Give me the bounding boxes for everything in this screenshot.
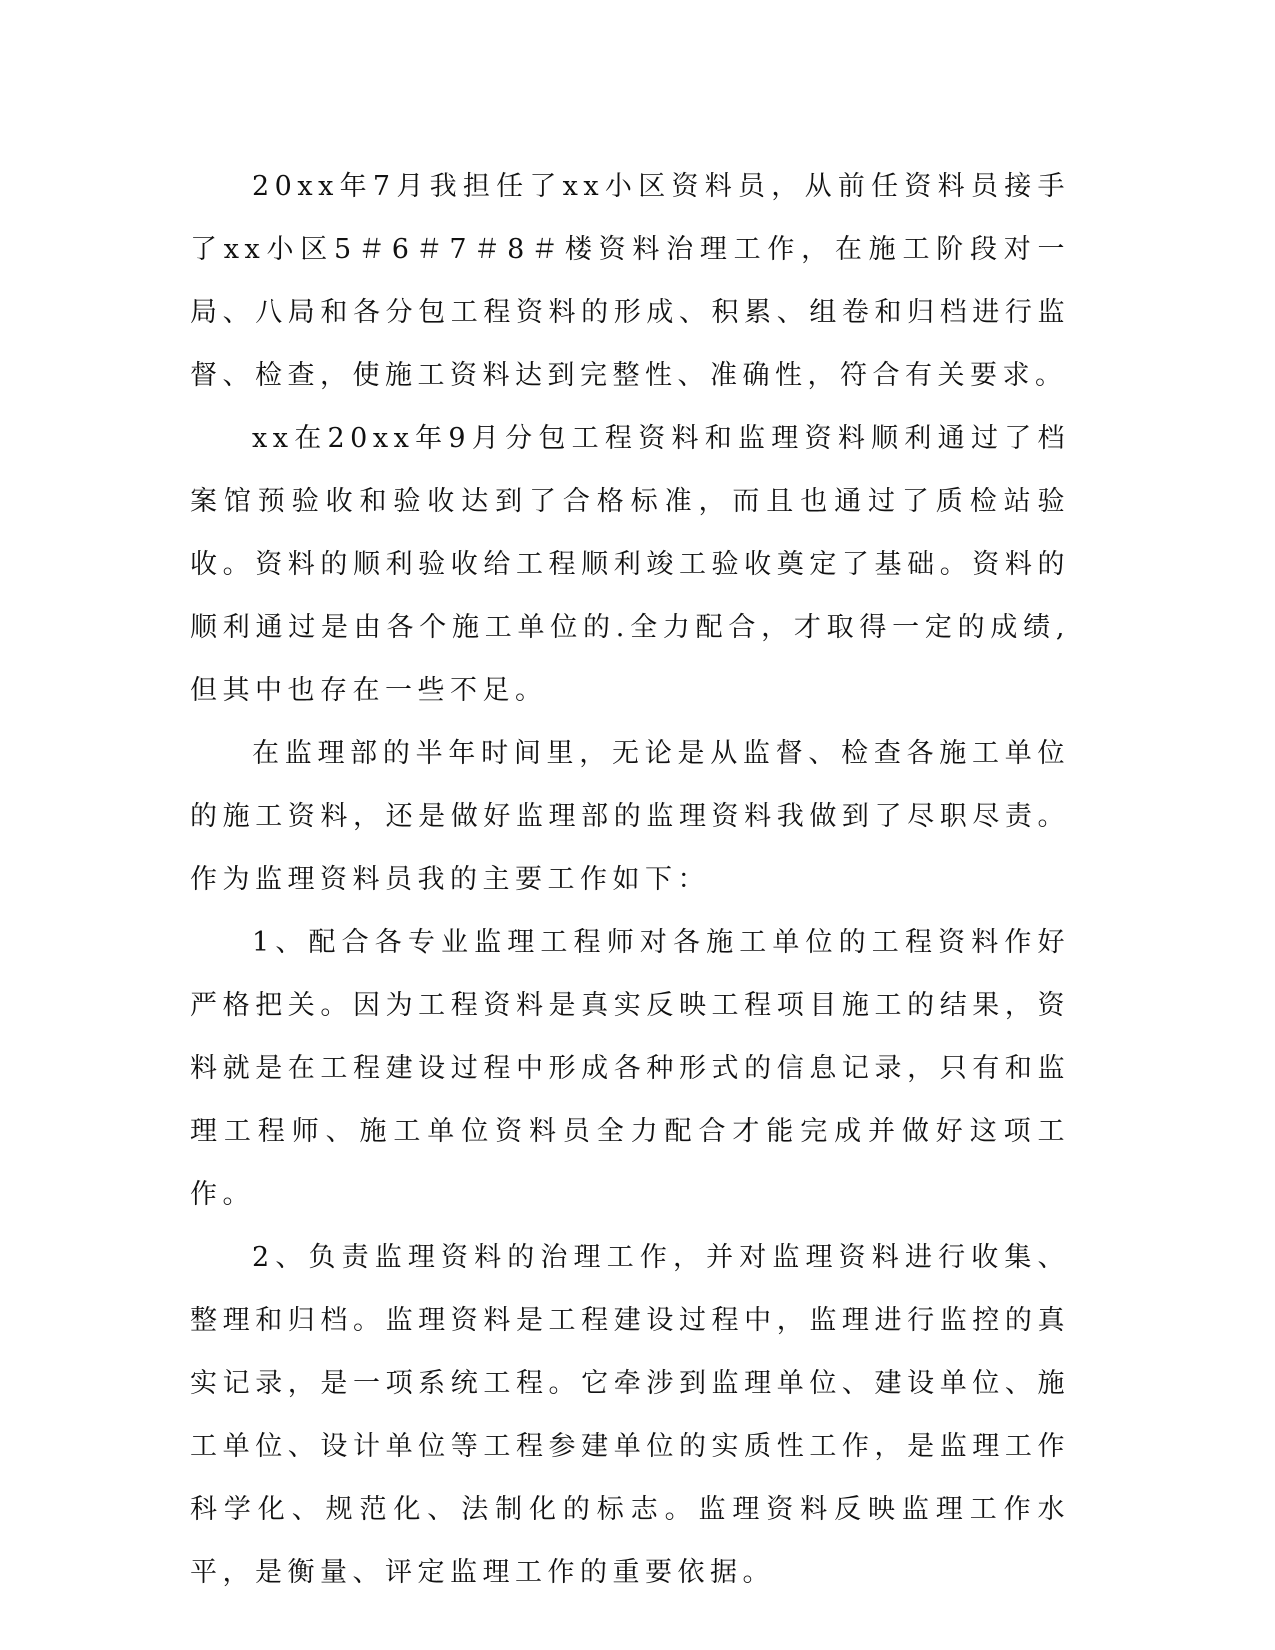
- paragraph-1: 20xx年7月我担任了xx小区资料员，从前任资料员接手了xx小区5＃6＃7＃8＃楼资料治理工作，在施工阶段对一局、八局和各分包工程资料的形成、积累、组卷和归档进行监督、检查，使施工资料达到完整性、准确性，符合有关要求。: [190, 171, 1070, 391]
- paragraph-4: 1、配合各专业监理工程师对各施工单位的工程资料作好严格把关。因为工程资料是真实反映工程项目施工的结果，资料就是在工程建设过程中形成各种形式的信息记录，只有和监理工程师、施工单位资料员全力配合才能完成并做好这项工作。: [190, 927, 1070, 1210]
- paragraph-3: 在监理部的半年时间里，无论是从监督、检查各施工单位的施工资料，还是做好监理部的监理资料我做到了尽职尽责。作为监理资料员我的主要工作如下：: [190, 738, 1070, 895]
- paragraph-5: 2、负责监理资料的治理工作，并对监理资料进行收集、整理和归档。监理资料是工程建设过程中，监理进行监控的真实记录，是一项系统工程。它牵涉到监理单位、建设单位、施工单位、设计单位等工程参建单位的实质性工作，是监理工作科学化、规范化、法制化的标志。监理资料反映监理工作水平，是衡量、评定监理工作的重要依据。: [190, 1242, 1070, 1588]
- paragraph-2: xx在20xx年9月分包工程资料和监理资料顺利通过了档案馆预验收和验收达到了合格标准，而且也通过了质检站验收。资料的顺利验收给工程顺利竣工验收奠定了基础。资料的顺利通过是由各个施工单位的.全力配合，才取得一定的成绩,但其中也存在一些不足。: [190, 423, 1070, 706]
- document-body: [190, 155, 1070, 1604]
